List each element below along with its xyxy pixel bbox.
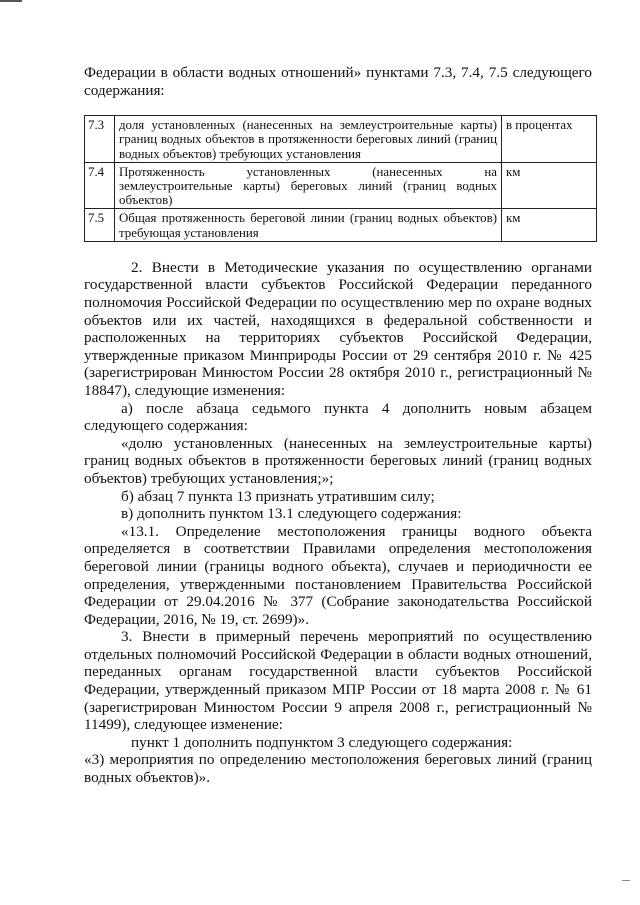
top-edge-mark xyxy=(0,0,22,2)
row-text: Общая протяженность береговой линии (границ водных объектов) требующая установления xyxy=(115,209,502,241)
row-number: 7.4 xyxy=(85,162,115,209)
row-text: доля установленных (нанесенных на землеустроительные карты) границ водных объектов в протяженности береговых линий (границ водных объектов) требующих установления xyxy=(115,116,502,163)
document-page xyxy=(84,64,592,787)
row-number: 7.5 xyxy=(85,209,115,241)
corner-mark xyxy=(622,880,630,881)
paragraph-2b: б) абзац 7 пункта 13 признать утратившим силу; xyxy=(121,487,435,505)
row-unit: км xyxy=(502,162,597,209)
table-row xyxy=(85,162,597,209)
row-text: Протяженность установленных (нанесенных на землеустроительные карты) береговых линий (границ водных объектов) xyxy=(115,162,502,209)
paragraph-2c: в) дополнить пунктом 13.1 следующего содержания: xyxy=(121,505,462,523)
row-unit: км xyxy=(502,209,597,241)
row-number: 7.3 xyxy=(85,116,115,163)
indicators-table xyxy=(84,115,597,242)
paragraph-3a: пункт 1 дополнить подпунктом 3 следующего содержания: xyxy=(131,733,513,751)
paragraph-2a: а) после абзаца седьмого пункта 4 дополнить новым абзацем следующего содержания: xyxy=(84,399,592,435)
row-unit: в процентах xyxy=(502,116,597,163)
paragraph-2a-quote: «долю установленных (нанесенных на землеустроительные карты) границ водных объектов в протяженности береговых линий (границ водных объектов) требующих установления;»; xyxy=(84,434,592,487)
paragraph-3a-quote: «3) мероприятия по определению местоположения береговых линий (границ водных объектов)». xyxy=(84,751,592,787)
paragraph-2: 2. Внести в Методические указания по осуществлению органами государственной власти субъектов Российской Федерации переданного полномочия Российской Федерации по осуществлению мер по охране водных объектов или их частей, находящихся в федеральной собственности и расположенных на территориях субъектов Российской Федерации, утвержденные приказом Минприроды России от 29 сентября 2010 г. № 425 (зарегистрирован Минюстом России 28 октября 2010 г., регистрационный № 18847), следующие изменения: xyxy=(84,258,592,399)
table-row xyxy=(85,209,597,241)
paragraph-2c-quote: «13.1. Определение местоположения границы водного объекта определяется в соответствии Правилами определения местоположения береговой линии (границы водного объекта), случаев и периодичности ее определения, утвержденными постановлением Правительства Российской Федерации от 29.04.2016 № 377 (Собрание законодательства Российской Федерации, 2016, № 19, ст. 2699)». xyxy=(84,522,592,628)
paragraph-3: 3. Внести в примерный перечень мероприятий по осуществлению отдельных полномочий Российской Федерации в области водных отношений, переданных органам государственной власти субъектов Российской Федерации, утвержденный приказом МПР России от 18 марта 2008 г. № 61 (зарегистрирован Минюстом России 9 апреля 2008 г., регистрационный № 11499), следующее изменение: xyxy=(84,628,592,734)
table-row xyxy=(85,116,597,163)
intro-paragraph: Федерации в области водных отношений» пунктами 7.3, 7.4, 7.5 следующего содержания: xyxy=(84,64,592,99)
